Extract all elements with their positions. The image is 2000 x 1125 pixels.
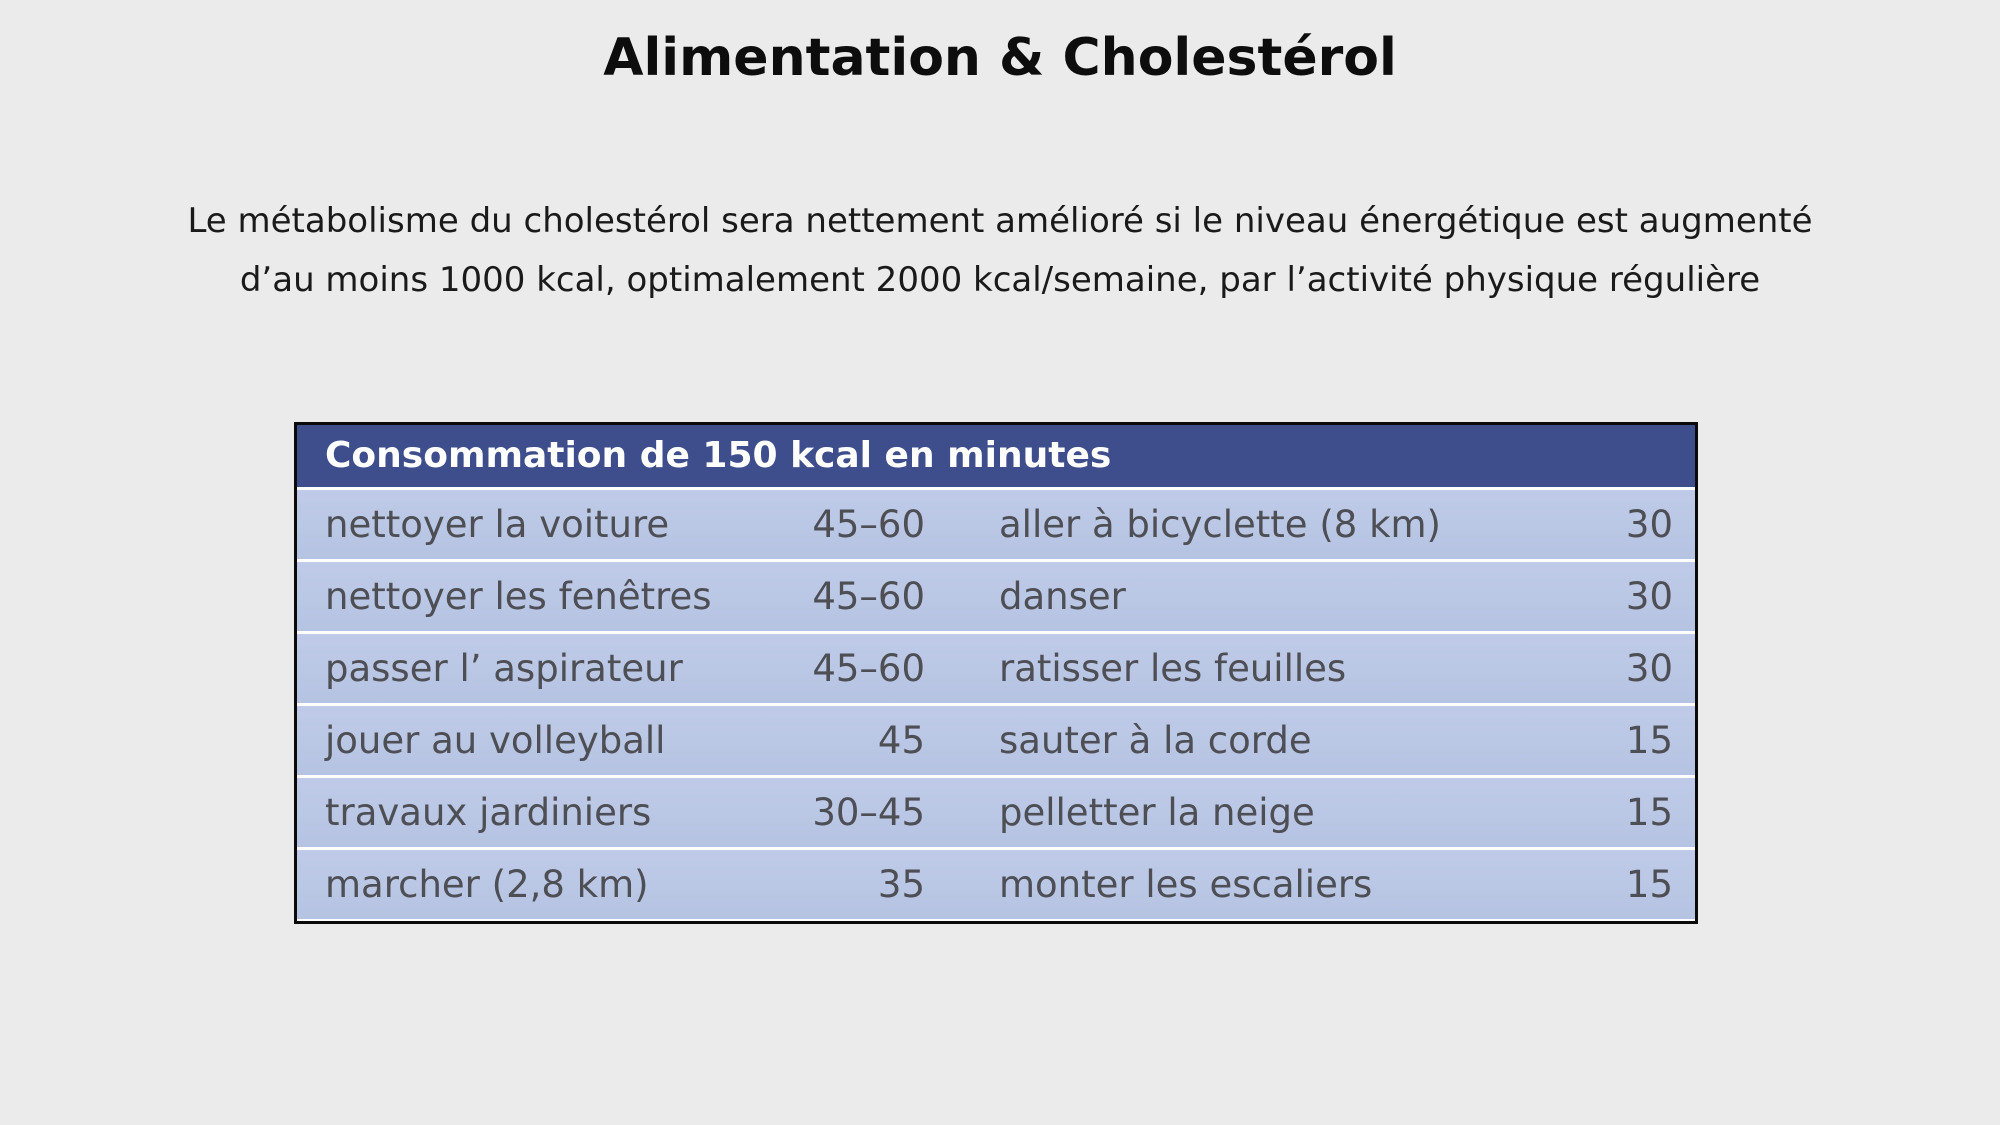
- activity-minutes: 15: [1625, 719, 1673, 762]
- activity-minutes: 15: [1625, 791, 1673, 834]
- activity-minutes: 30: [1625, 647, 1673, 690]
- activity-label: passer l’ aspirateur: [325, 647, 683, 690]
- table-row: [297, 634, 1695, 703]
- activity-label: nettoyer la voiture: [325, 503, 670, 546]
- paragraph-line: Le métabolisme du cholestérol sera nettement amélioré si le niveau énergétique est augmenté: [187, 201, 1813, 241]
- table-row: [297, 490, 1695, 559]
- activity-minutes: 30: [1625, 503, 1673, 546]
- table-row: [297, 850, 1695, 919]
- activity-label: pelletter la neige: [999, 791, 1315, 834]
- table-header: Consommation de 150 kcal en minutes: [297, 425, 1695, 487]
- paragraph-line: d’au moins 1000 kcal, optimalement 2000 kcal/semaine, par l’activité physique régulière: [239, 260, 1761, 300]
- activity-label: sauter à la corde: [999, 719, 1312, 762]
- activity-label: ratisser les feuilles: [999, 647, 1347, 690]
- activity-minutes: 45–60: [812, 503, 925, 546]
- activity-minutes: 35: [877, 863, 925, 906]
- page-title: Alimentation & Cholestérol: [603, 28, 1397, 88]
- activity-label: jouer au volleyball: [325, 719, 666, 762]
- table-row: [297, 562, 1695, 631]
- intro-paragraph: [100, 192, 1900, 310]
- activity-label: travaux jardiniers: [325, 791, 652, 834]
- activity-minutes: 45: [877, 719, 925, 762]
- activity-minutes: 15: [1625, 863, 1673, 906]
- kcal-table: [294, 422, 1698, 924]
- activity-label: monter les escaliers: [999, 863, 1373, 906]
- activity-minutes: 45–60: [812, 575, 925, 618]
- table-row: [297, 778, 1695, 847]
- activity-minutes: 45–60: [812, 647, 925, 690]
- activity-minutes: 30: [1625, 575, 1673, 618]
- activity-label: marcher (2,8 km): [325, 863, 649, 906]
- activity-minutes: 30–45: [812, 791, 925, 834]
- activity-label: nettoyer les fenêtres: [325, 575, 712, 618]
- table-row: [297, 706, 1695, 775]
- activity-label: danser: [999, 575, 1126, 618]
- activity-label: aller à bicyclette (8 km): [999, 503, 1441, 546]
